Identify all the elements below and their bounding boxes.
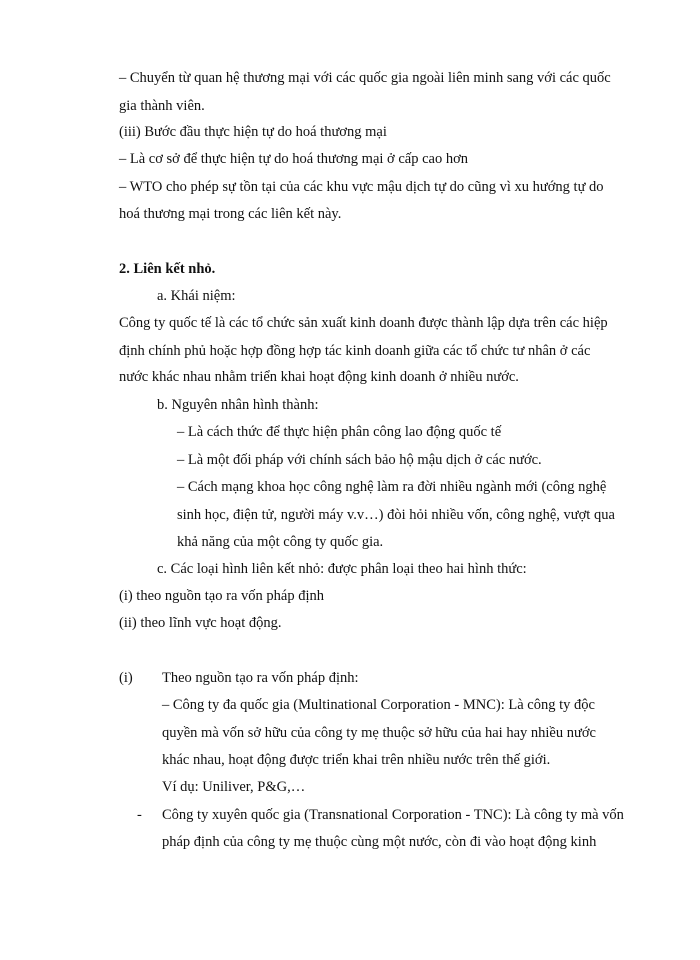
wto-line: hoá thương mại trong các liên kết này. [119, 206, 342, 222]
dash-item: – Cách mạng khoa học công nghệ làm ra đời nhiều ngành mới (công nghệ [177, 479, 607, 495]
sub-heading-c: c. Các loại hình liên kết nhỏ: được phân loại theo hai hình thức: [157, 561, 527, 577]
tnc-line: Công ty xuyên quốc gia (Transnational Corporation - TNC): Là công ty mà vốn [162, 807, 624, 823]
sub-heading-b: b. Nguyên nhân hình thành: [157, 397, 319, 413]
dash-marker: - [137, 807, 142, 823]
dash-item: – Là một đối pháp với chính sách bảo hộ mậu dịch ở các nước. [177, 452, 542, 468]
dash-item: – Là cách thức để thực hiện phân công lao động quốc tế [177, 424, 502, 440]
tnc-line: pháp định của công ty mẹ thuộc cùng một nước, còn đi vào hoạt động kinh [162, 834, 597, 850]
dash-item-cont: khả năng của một công ty quốc gia. [177, 534, 384, 550]
mnc-line: quyền mà vốn sở hữu của công ty mẹ thuộc sở hữu của hai hay nhiều nước [162, 725, 596, 741]
dash-item: – Là cơ sở để thực hiện tự do hoá thương mại ở cấp cao hơn [119, 151, 469, 167]
list-item: (ii) theo lĩnh vực hoạt động. [119, 615, 282, 631]
list-item: (i) theo nguồn tạo ra vốn pháp định [119, 588, 324, 604]
example-line: Ví dụ: Uniliver, P&G,… [162, 779, 306, 795]
mnc-line: – Công ty đa quốc gia (Multinational Corporation - MNC): Là công ty độc [162, 697, 595, 713]
sub-heading-a: a. Khái niệm: [157, 288, 236, 304]
paragraph-line: – Chuyển từ quan hệ thương mại với các quốc gia ngoài liên minh sang với các quốc [119, 70, 611, 86]
list-item-iii: (iii) Bước đầu thực hiện tự do hoá thương mại [119, 124, 387, 140]
definition-line: Công ty quốc tế là các tổ chức sản xuất kinh doanh được thành lập dựa trên các hiệp [119, 315, 608, 331]
definition-line: định chính phủ hoặc hợp đồng hợp tác kinh doanh giữa các tổ chức tư nhân ở các [119, 343, 591, 359]
definition-line: nước khác nhau nhằm triển khai hoạt động kinh doanh ở nhiều nước. [119, 369, 519, 385]
list-marker-i: (i) [119, 670, 133, 686]
dash-item-cont: sinh học, điện tử, người máy v.v…) đòi hỏi nhiều vốn, công nghệ, vượt qua [177, 507, 615, 523]
paragraph-line: gia thành viên. [119, 98, 205, 114]
subsection-heading: Theo nguồn tạo ra vốn pháp định: [162, 670, 359, 686]
wto-line: – WTO cho phép sự tồn tại của các khu vực mậu dịch tự do cũng vì xu hướng tự do [119, 179, 604, 195]
section-heading: 2. Liên kết nhỏ. [119, 261, 216, 277]
mnc-line: khác nhau, hoạt động được triển khai trên nhiều nước trên thế giới. [162, 752, 551, 768]
